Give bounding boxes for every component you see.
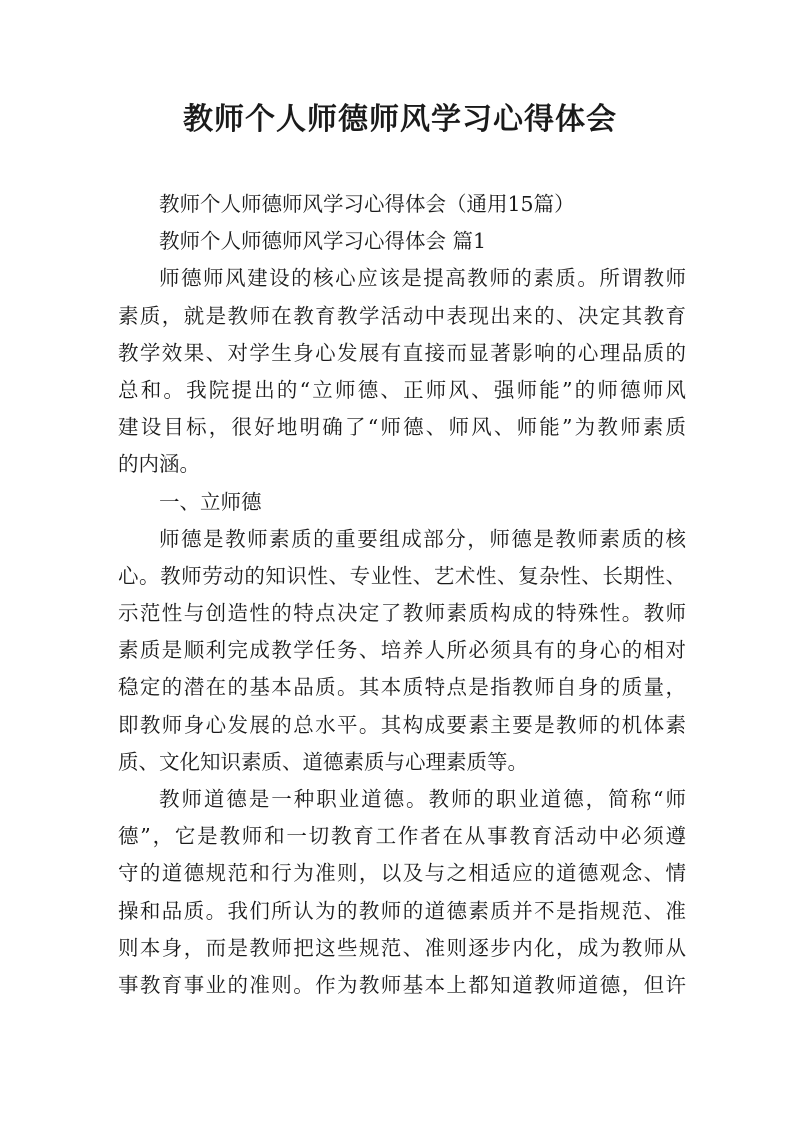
document-line: 教师个人师德师风学习心得体会（通用15篇）: [159, 192, 575, 216]
document-line: 总和。我院提出的“立师德、正师风、强师能”的师德师风: [118, 377, 686, 402]
document-line: 建设目标，很好地明确了“师德、师风、师能”为教师素质: [118, 415, 686, 440]
document-line: 稳定的潜在的基本品质。其本质特点是指教师自身的质量，: [118, 675, 686, 700]
document-line: 则本身，而是教师把这些规范、准则逐步内化，成为教师从: [118, 935, 686, 960]
document-line: 即教师身心发展的总水平。其构成要素主要是教师的机体素: [118, 712, 686, 737]
document-line: 事教育事业的准则。作为教师基本上都知道教师道德，但许: [118, 972, 686, 997]
document-line: 教师道德是一种职业道德。教师的职业道德，简称“师: [159, 787, 686, 811]
document-line: 德”，它是教师和一切教育工作者在从事教育活动中必须遵: [118, 824, 686, 849]
document-line: 守的道德规范和行为准则，以及与之相适应的道德观念、情: [118, 861, 686, 886]
document-line: 心。教师劳动的知识性、专业性、艺术性、复杂性、长期性、: [118, 563, 686, 588]
document-line: 的内涵。: [118, 452, 200, 477]
document-line: 示范性与创造性的特点决定了教师素质构成的特殊性。教师: [118, 601, 686, 626]
document-line: 教师个人师德师风学习心得体会 篇1: [159, 229, 487, 254]
document-line: 素质是顺利完成教学任务、培养人所必须具有的身心的相对: [118, 638, 686, 663]
document-line: 师德师风建设的核心应该是提高教师的素质。所谓教师: [159, 266, 686, 291]
document-line: 师德是教师素质的重要组成部分，师德是教师素质的核: [159, 526, 686, 551]
document-line: 教学效果、对学生身心发展有直接而显著影响的心理品质的: [118, 340, 686, 365]
document-body: [118, 186, 686, 1004]
document-line: 一、立师德: [159, 489, 262, 514]
document-line: 素质，就是教师在教育教学活动中表现出来的、决定其教育: [118, 303, 686, 328]
document-title: 教师个人师德师风学习心得体会: [183, 102, 617, 137]
document-line: 质、文化知识素质、道德素质与心理素质等。: [118, 749, 528, 774]
document-line: 操和品质。我们所认为的教师的道德素质并不是指规范、准: [118, 898, 686, 923]
